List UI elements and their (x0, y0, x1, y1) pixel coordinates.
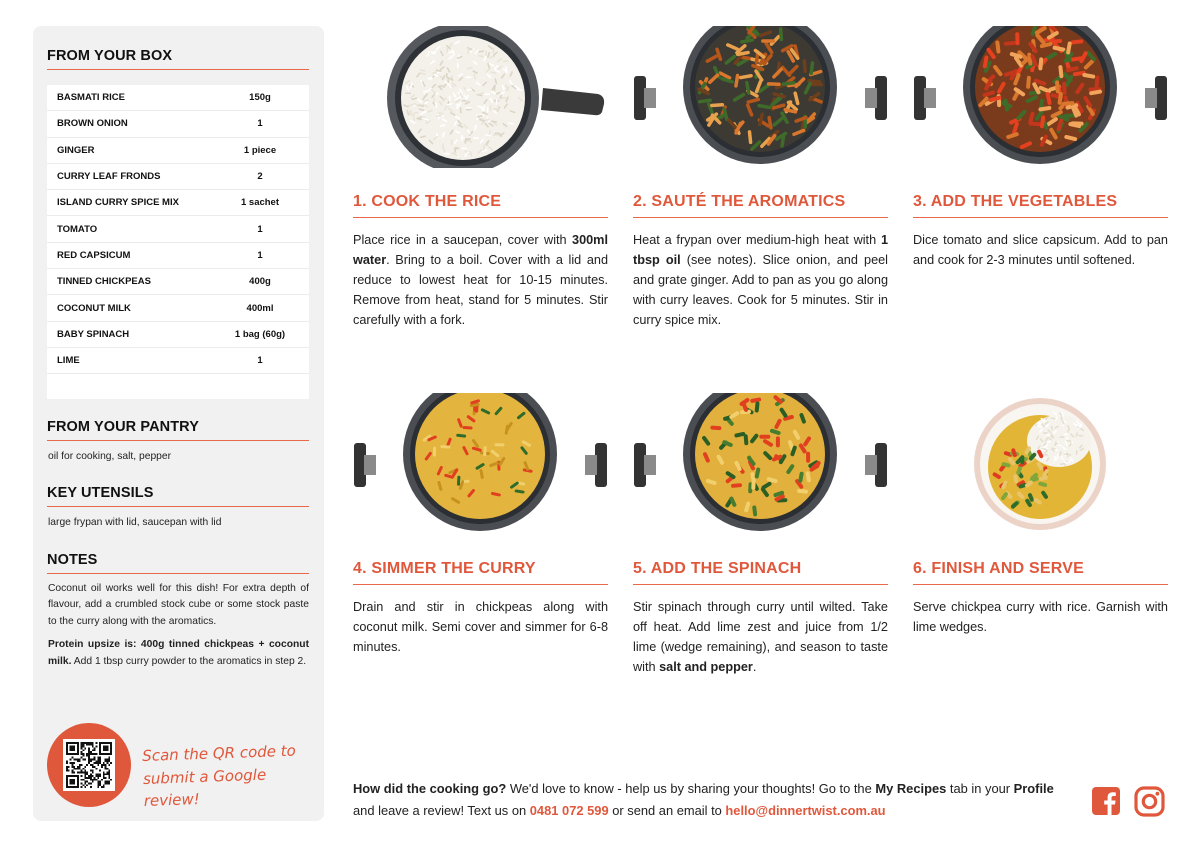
step-instructions (633, 230, 888, 330)
step-text-part: Serve chickpea curry with rice. Garnish with lime wedges. (913, 600, 1168, 635)
notes-protein-paragraph (48, 637, 309, 670)
step-4 (353, 393, 608, 657)
ingredient-row (47, 216, 309, 242)
step-text-part: Dice tomato and slice capsicum. Add to pan and cook for 2-3 minutes until softened. (913, 233, 1168, 268)
step-instructions (353, 230, 608, 330)
utensils-text: large frypan with lid, saucepan with lid (48, 517, 222, 528)
qr-code-graphic (66, 742, 112, 788)
step-3 (913, 26, 1168, 270)
ingredient-name: LIME (57, 355, 80, 367)
ingredient-row (47, 138, 309, 164)
protein-upsize-label: Protein upsize is: 400g tinned chickpeas + coconut milk. (48, 639, 309, 667)
notes-text (48, 581, 309, 677)
pan-of-curry-spinach-photo (633, 393, 888, 535)
qr-caption-line2: submit a Google review! (142, 765, 267, 810)
key-utensils-heading: KEY UTENSILS (47, 485, 309, 507)
ingredient-quantity: 1 (257, 355, 263, 367)
step-2 (633, 26, 888, 330)
ingredient-quantity: 400g (249, 276, 271, 288)
ingredient-name: BASMATI RICE (57, 92, 125, 104)
step-text-part: 1 tbsp oil (633, 233, 888, 268)
step-title: 6. FINISH AND SERVE (913, 560, 1168, 585)
facebook-icon[interactable] (1091, 786, 1121, 816)
ingredient-name: GINGER (57, 144, 95, 156)
notes-paragraph: Coconut oil works well for this dish! For extra depth of flavour, add a crumbled stock cube or some stock paste to the curry along with the aromatics. (48, 583, 309, 627)
qr-caption (142, 739, 314, 812)
ingredient-row (47, 164, 309, 190)
ingredient-name: COCONUT MILK (57, 302, 131, 314)
step-title: 2. SAUTÉ THE AROMATICS (633, 193, 888, 218)
email-link[interactable]: hello@dinnertwist.com.au (725, 802, 886, 818)
ingredient-quantity: 1 (257, 223, 263, 235)
footer-text-2: tab in your (946, 781, 1014, 796)
step-instructions (913, 230, 1168, 270)
my-recipes-link[interactable]: My Recipes (875, 781, 947, 796)
qr-code[interactable] (63, 739, 115, 791)
phone-link[interactable]: 0481 072 599 (529, 802, 609, 818)
ingredient-name: RED CAPSICUM (57, 249, 131, 261)
ingredient-row (47, 85, 309, 111)
footer-text-4: or send an email to (608, 802, 726, 818)
ingredient-quantity: 150g (249, 92, 271, 104)
step-title: 1. COOK THE RICE (353, 193, 608, 218)
instagram-icon[interactable] (1134, 786, 1165, 817)
protein-upsize-text: Add 1 tbsp curry powder to the aromatics in step 2. (71, 655, 307, 667)
ingredient-row (47, 190, 309, 216)
footer-question: How did the cooking go? (353, 781, 507, 796)
step-text-part: Drain and stir in chickpeas along with coconut milk. Semi cover and simmer for 6-8 minutes. (353, 600, 608, 655)
step-text-part: Place rice in a saucepan, cover with (353, 233, 573, 247)
ingredient-name: CURRY LEAF FRONDS (57, 171, 161, 183)
pan-of-curry-photo (353, 393, 608, 535)
pantry-text: oil for cooking, salt, pepper (48, 451, 172, 462)
notes-heading: NOTES (47, 552, 309, 574)
from-your-box-heading: FROM YOUR BOX (47, 48, 309, 70)
ingredient-name: TOMATO (57, 223, 98, 235)
pan-of-vegetables-photo (913, 26, 1168, 168)
ingredient-quantity: 2 (257, 171, 263, 183)
ingredient-quantity: 1 bag (60g) (234, 328, 286, 340)
step-title: 5. ADD THE SPINACH (633, 560, 888, 585)
footer-text-3: and leave a review! Text us on (353, 802, 530, 818)
step-title: 3. ADD THE VEGETABLES (913, 193, 1168, 218)
step-text-part: 300ml water (353, 233, 608, 268)
feedback-footer (353, 778, 1065, 821)
ingredient-row (47, 322, 309, 348)
qr-caption-line1: Scan the QR code to (141, 741, 297, 765)
step-instructions (913, 597, 1168, 637)
ingredient-name: BABY SPINACH (57, 328, 130, 340)
ingredient-name: BROWN ONION (57, 118, 128, 130)
pan-of-onions-photo (633, 26, 888, 168)
step-instructions (633, 597, 888, 677)
step-instructions (353, 597, 608, 657)
step-1 (353, 26, 608, 330)
ingredient-row (47, 111, 309, 137)
step-text-part: . Bring to a boil. Cover with a lid and reduce to lowest heat for 10-15 minutes. Remove from heat, stand for 5 minutes. Stir carefully with a fork. (353, 253, 608, 328)
step-5 (633, 393, 888, 677)
ingredients-sidebar (33, 26, 324, 821)
ingredient-quantity: 1 piece (243, 144, 277, 156)
step-title: 4. SIMMER THE CURRY (353, 560, 608, 585)
ingredients-table (47, 85, 309, 399)
ingredient-row (47, 295, 309, 321)
step-text-part: (see notes). Slice onion, and peel and grate ginger. Add to pan as you go along with curry leaves. Cook for 5 minutes. Stir in curry spice mix. (633, 253, 888, 328)
pot-of-rice-photo (353, 26, 608, 168)
ingredient-row (47, 269, 309, 295)
ingredient-name: ISLAND CURRY SPICE MIX (57, 197, 179, 209)
step-text-part: salt and pepper (659, 660, 753, 675)
ingredient-name: TINNED CHICKPEAS (57, 276, 151, 288)
qr-badge (47, 723, 131, 807)
ingredient-quantity: 400ml (246, 302, 274, 314)
bowl-of-curry-photo (913, 393, 1168, 535)
ingredient-quantity: 1 sachet (240, 197, 280, 209)
step-text-part: . (752, 660, 757, 675)
ingredient-quantity: 1 (257, 249, 263, 261)
footer-text-1: We'd love to know - help us by sharing your thoughts! Go to the (506, 781, 876, 796)
from-your-pantry-heading: FROM YOUR PANTRY (47, 419, 309, 441)
step-text-part: Heat a frypan over medium-high heat with (633, 233, 881, 247)
step-6 (913, 393, 1168, 637)
ingredient-row (47, 348, 309, 374)
ingredient-quantity: 1 (257, 118, 263, 130)
ingredient-row (47, 243, 309, 269)
step-text-part: Stir spinach through curry until wilted. Take off heat. Add lime zest and juice from 1/2 lime (wedge remaining), and season to taste with (633, 600, 888, 675)
profile-link[interactable]: Profile (1013, 781, 1054, 796)
